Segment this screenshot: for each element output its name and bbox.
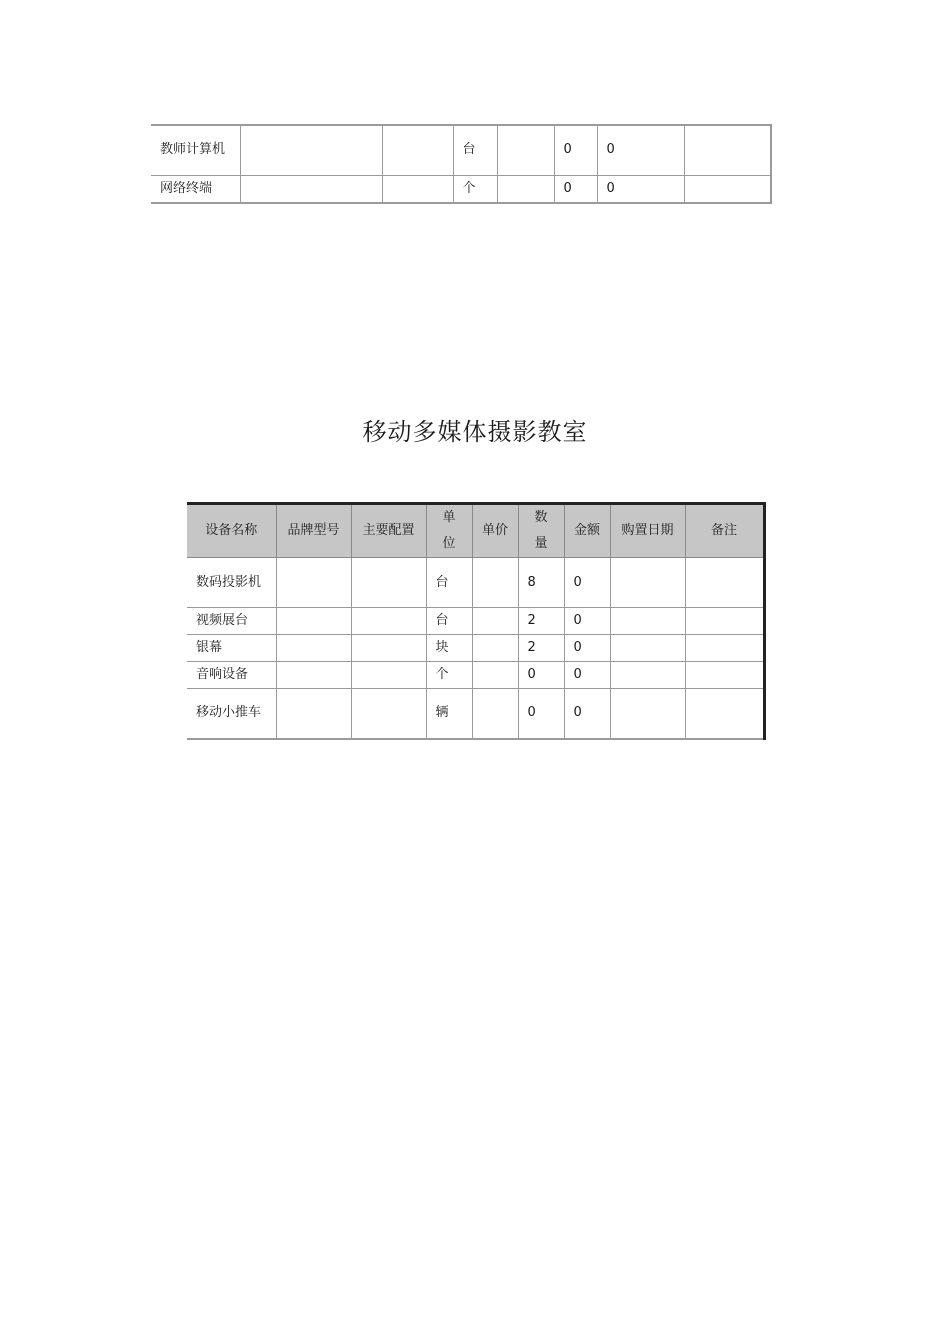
table-cell: 0 [554,125,597,175]
table-cell [276,608,351,635]
table-cell: 辆 [426,689,472,739]
table-row [187,662,764,689]
table-cell: 网络终端 [151,175,240,203]
table-cell: 0 [518,689,564,739]
table-cell [685,689,764,739]
equipment-table-continued [151,124,772,204]
table-cell [610,689,685,739]
table-cell: 2 [518,635,564,662]
table-cell: 视频展台 [187,608,276,635]
table-cell [351,558,426,608]
table-cell: 台 [426,558,472,608]
table-cell: 银幕 [187,635,276,662]
column-header: 备注 [685,504,764,558]
table-cell [382,125,453,175]
table-cell [240,125,382,175]
table-cell [351,662,426,689]
table-cell: 0 [597,175,684,203]
equipment-table [187,502,766,740]
table-cell [276,558,351,608]
table-row [187,635,764,662]
table-cell: 0 [564,662,610,689]
table-cell [685,635,764,662]
table-cell [472,635,518,662]
column-header: 购置日期 [610,504,685,558]
table-cell: 8 [518,558,564,608]
table-cell: 台 [453,125,497,175]
table-cell [351,635,426,662]
table-cell [472,662,518,689]
table-cell [497,175,554,203]
table-cell [610,558,685,608]
column-header: 单价 [472,504,518,558]
section-title: 移动多媒体摄影教室 [362,418,588,446]
table-cell [610,662,685,689]
table-cell: 0 [564,558,610,608]
table-row [187,558,764,608]
table-cell: 0 [564,635,610,662]
table-cell [240,175,382,203]
table-cell: 教师计算机 [151,125,240,175]
table-cell: 0 [597,125,684,175]
table-cell: 0 [554,175,597,203]
table-cell [685,558,764,608]
table-cell: 0 [564,689,610,739]
table-cell [276,662,351,689]
table-row [187,689,764,739]
table-cell [472,608,518,635]
table-cell [382,175,453,203]
table-cell: 台 [426,608,472,635]
table-cell: 0 [518,662,564,689]
column-header: 品牌型号 [276,504,351,558]
table-row [151,175,771,203]
table-cell [276,635,351,662]
table-cell: 音响设备 [187,662,276,689]
table-cell [472,689,518,739]
table-cell [684,175,771,203]
column-header: 主要配置 [351,504,426,558]
table-cell: 个 [453,175,497,203]
table-cell [610,608,685,635]
table-cell: 个 [426,662,472,689]
table-cell [497,125,554,175]
table-cell [351,689,426,739]
table-cell [685,662,764,689]
table-row [187,608,764,635]
table-cell: 块 [426,635,472,662]
column-header: 金额 [564,504,610,558]
column-header: 单位 [426,504,472,558]
table-header-row [187,504,764,558]
table-cell [685,608,764,635]
table-cell [472,558,518,608]
table-cell: 数码投影机 [187,558,276,608]
table-cell [684,125,771,175]
column-header: 设备名称 [187,504,276,558]
table-cell [610,635,685,662]
column-header: 数量 [518,504,564,558]
table-cell [351,608,426,635]
table-cell [276,689,351,739]
table-cell: 移动小推车 [187,689,276,739]
table-row [151,125,771,175]
table-cell: 2 [518,608,564,635]
table-cell: 0 [564,608,610,635]
